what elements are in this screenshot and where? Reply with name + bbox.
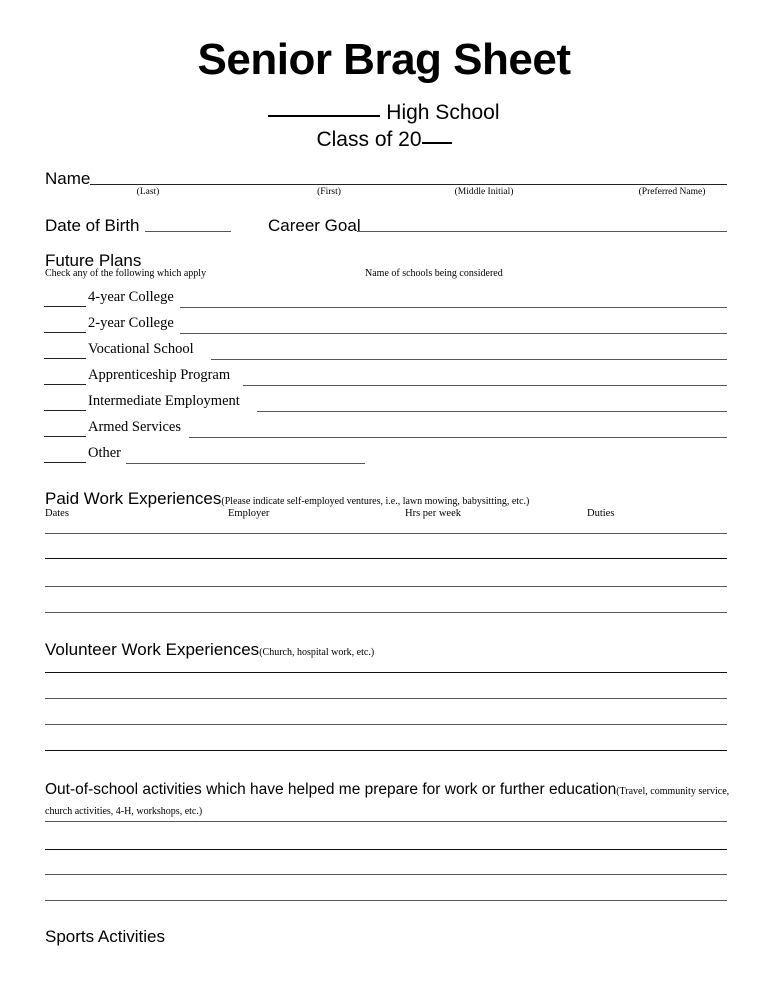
paid-work-column-employer: Employer <box>228 508 270 519</box>
paid-work-entry-line-1[interactable] <box>45 533 727 534</box>
out-of-school-heading-text: Out-of-school activities which have helped me prepare for work or further education <box>45 781 617 798</box>
out-of-school-entry-line-4[interactable] <box>45 900 727 901</box>
plan-row-2-year-college[interactable] <box>44 309 244 333</box>
paid-work-entry-line-2[interactable] <box>45 558 727 559</box>
paid-work-entry-line-3[interactable] <box>45 586 727 587</box>
plan-schools-line-apprenticeship-program[interactable] <box>243 385 727 386</box>
future-plans-heading: Future Plans <box>45 251 142 270</box>
plan-schools-line-2-year-college[interactable] <box>180 333 727 334</box>
out-of-school-heading <box>45 780 735 820</box>
volunteer-work-entry-line-2[interactable] <box>45 698 727 699</box>
plan-checkbox-4-year-college[interactable] <box>44 306 86 307</box>
plan-row-4-year-college[interactable] <box>44 283 244 307</box>
plan-label-4-year-college: 4-year College <box>88 288 174 305</box>
name-caption-last: (Last) <box>136 187 160 197</box>
career-goal-input-line[interactable] <box>357 231 727 232</box>
plan-label-intermediate-employment: Intermediate Employment <box>88 392 240 409</box>
volunteer-work-heading <box>45 641 374 658</box>
high-school-label: High School <box>380 101 500 124</box>
plan-label-other: Other <box>88 444 122 461</box>
out-of-school-entry-line-3[interactable] <box>45 874 727 875</box>
future-plans-column-note: Name of schools being considered <box>365 268 503 279</box>
plan-row-apprenticeship-program[interactable] <box>44 361 304 385</box>
volunteer-work-heading-text: Volunteer Work Experiences <box>45 640 260 659</box>
future-plans-instruction: Check any of the following which apply <box>45 268 207 279</box>
career-goal-label: Career Goal <box>268 216 361 235</box>
plan-checkbox-intermediate-employment[interactable] <box>44 410 86 411</box>
plan-schools-line-intermediate-employment[interactable] <box>257 411 727 412</box>
date-of-birth-input-line[interactable] <box>145 231 231 232</box>
plan-checkbox-other[interactable] <box>44 462 86 463</box>
out-of-school-entry-line-2[interactable] <box>45 849 727 850</box>
name-caption-middle-initial: (Middle Initial) <box>454 187 514 197</box>
plan-schools-line-4-year-college[interactable] <box>180 307 727 308</box>
plan-row-intermediate-employment[interactable] <box>44 387 314 411</box>
sports-activities-heading: Sports Activities <box>45 927 165 946</box>
plan-row-vocational-school[interactable] <box>44 335 264 359</box>
name-caption-first: (First) <box>317 187 341 197</box>
name-input-line[interactable] <box>90 184 727 185</box>
volunteer-work-entry-line-3[interactable] <box>45 724 727 725</box>
plan-checkbox-vocational-school[interactable] <box>44 358 86 359</box>
date-of-birth-label: Date of Birth <box>45 216 140 235</box>
paid-work-heading-text: Paid Work Experiences <box>45 489 222 508</box>
name-caption-preferred-name: (Preferred Name) <box>638 187 706 197</box>
paid-work-note: (Please indicate self-employed ventures, i.e., lawn mowing, babysitting, etc.) <box>221 496 530 507</box>
plan-schools-line-other[interactable] <box>126 463 365 464</box>
page-title: Senior Brag Sheet <box>197 35 571 84</box>
plan-schools-line-armed-services[interactable] <box>189 437 727 438</box>
plan-checkbox-apprenticeship-program[interactable] <box>44 384 86 385</box>
out-of-school-entry-line-1[interactable] <box>45 821 727 822</box>
plan-label-2-year-college: 2-year College <box>88 314 174 331</box>
plan-label-apprenticeship-program: Apprenticeship Program <box>88 366 231 383</box>
paid-work-column-hrs-per-week: Hrs per week <box>405 508 461 519</box>
name-label: Name <box>45 169 91 188</box>
volunteer-work-note: (Church, hospital work, etc.) <box>259 647 375 658</box>
paid-work-column-duties: Duties <box>587 508 615 519</box>
plan-row-other[interactable] <box>44 439 184 463</box>
school-name-blank[interactable] <box>268 115 380 117</box>
paid-work-column-dates: Dates <box>45 508 69 519</box>
out-of-school-note: (Travel, community service, church activities, 4-H, workshops, etc.) <box>45 786 730 817</box>
volunteer-work-entry-line-4[interactable] <box>45 750 727 751</box>
volunteer-work-entry-line-1[interactable] <box>45 672 727 673</box>
plan-checkbox-2-year-college[interactable] <box>44 332 86 333</box>
plan-label-vocational-school: Vocational School <box>88 340 194 357</box>
plan-label-armed-services: Armed Services <box>88 418 182 435</box>
class-year-line <box>0 129 768 150</box>
school-name-line <box>0 102 768 123</box>
paid-work-entry-line-4[interactable] <box>45 612 727 613</box>
plan-checkbox-armed-services[interactable] <box>44 436 86 437</box>
class-of-label: Class of 20 <box>316 128 422 151</box>
paid-work-heading <box>45 490 529 507</box>
plan-schools-line-vocational-school[interactable] <box>211 359 727 360</box>
plan-row-armed-services[interactable] <box>44 413 254 437</box>
class-year-blank[interactable] <box>422 142 452 144</box>
